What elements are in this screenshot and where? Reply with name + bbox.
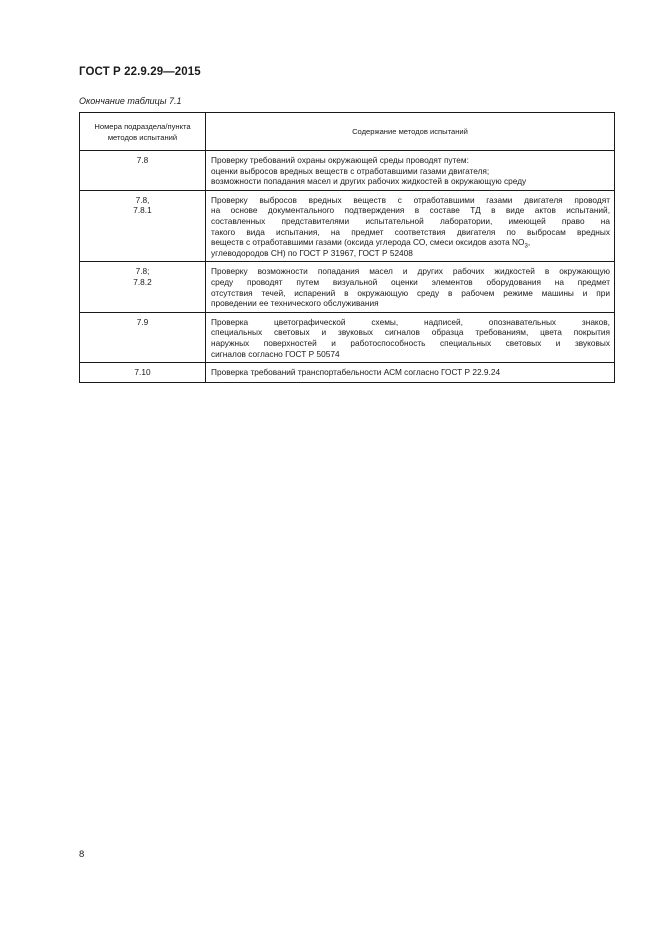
- section-number: 7.8.2: [133, 276, 152, 287]
- method-content-cell: [206, 151, 615, 191]
- method-text-fragment: веществ с отработавшими газами (оксида углерода СО, смеси оксидов азота NO: [211, 237, 525, 248]
- method-text-line: на основе документального подтверждения в составе ТД в виде актов испытаний,: [211, 205, 610, 216]
- column-header-methods-content: Содержание методов испытаний: [206, 113, 615, 151]
- method-text-line: проведении ее технического обслуживания: [211, 298, 379, 309]
- section-number-cell: [80, 190, 206, 262]
- section-number: 7.8;: [135, 266, 150, 277]
- method-content-cell: [206, 190, 615, 262]
- table-row: [80, 262, 615, 312]
- method-text-line: оценки выбросов вредных веществ с отработавшими газами двигателя;: [211, 165, 490, 176]
- section-number: 7.8.1: [133, 205, 152, 216]
- method-text-line: возможности попадания масел и других рабочих жидкостей в окружающую среду: [211, 176, 527, 187]
- method-text-line: такого вида испытания, на предмет соответствия двигателя по выбросам вредных: [211, 226, 610, 237]
- section-number: 7.9: [136, 316, 149, 327]
- table-caption: Окончание таблицы 7.1: [79, 96, 182, 106]
- table-row: [80, 363, 615, 383]
- method-content-cell: [206, 363, 615, 383]
- section-number-cell: [80, 262, 206, 312]
- section-number-cell: [80, 151, 206, 191]
- document-header: ГОСТ Р 22.9.29—2015: [79, 66, 201, 78]
- section-number-cell: [80, 312, 206, 362]
- method-text-line: углеводородов СН) по ГОСТ Р 31967, ГОСТ Р 52408: [211, 247, 413, 258]
- method-content-cell: [206, 262, 615, 312]
- method-text-line: Проверка требований транспортабельности АСМ согласно ГОСТ Р 22.9.24: [211, 367, 501, 378]
- method-text-line: Проверка цветографической схемы, надписей, опознавательных знаков,: [211, 316, 610, 327]
- table-row: [80, 190, 615, 262]
- method-text-line: Проверку требований охраны окружающей среды проводят путем:: [211, 155, 469, 165]
- section-number: 7.8,: [135, 194, 150, 205]
- method-text-line: Проверку возможности попадания масел и других рабочих жидкостей в окружающую: [211, 266, 610, 277]
- method-text-line: наружных поверхностей и работоспособность специальных световых и звуковых: [211, 337, 610, 348]
- methods-table: [79, 112, 615, 383]
- method-text-line: среду проводят путем визуальной оценки элементов оборудования на предмет: [211, 276, 610, 287]
- section-number: 7.8: [136, 155, 149, 165]
- table-row: [80, 312, 615, 362]
- section-number-cell: [80, 363, 206, 383]
- method-text-line: Проверку выбросов вредных веществ с отработавшими газами двигателя проводят: [211, 194, 610, 205]
- subscript-suffix: ,: [527, 237, 531, 248]
- table-header-row: [80, 113, 615, 151]
- method-text-line: специальных световых и звуковых сигналов образца требованиям, цвета покрытия: [211, 327, 610, 338]
- column-header-section-numbers: Номера подраздела/пункта методов испытаний: [80, 113, 206, 151]
- method-text-line-with-subscript: [211, 237, 610, 248]
- page-number: 8: [79, 849, 85, 860]
- method-content-cell: [206, 312, 615, 362]
- method-text-line: сигналов согласно ГОСТ Р 50574: [211, 348, 340, 359]
- table-row: [80, 151, 615, 191]
- method-text-line: составленных представителями испытательной лаборатории, имеющей право на: [211, 215, 610, 226]
- subscript-index: 3: [524, 243, 528, 250]
- method-text-line: отсутствия течей, испарений в окружающую среду в рабочем режиме машины и при: [211, 287, 610, 298]
- section-number: 7.10: [134, 367, 151, 378]
